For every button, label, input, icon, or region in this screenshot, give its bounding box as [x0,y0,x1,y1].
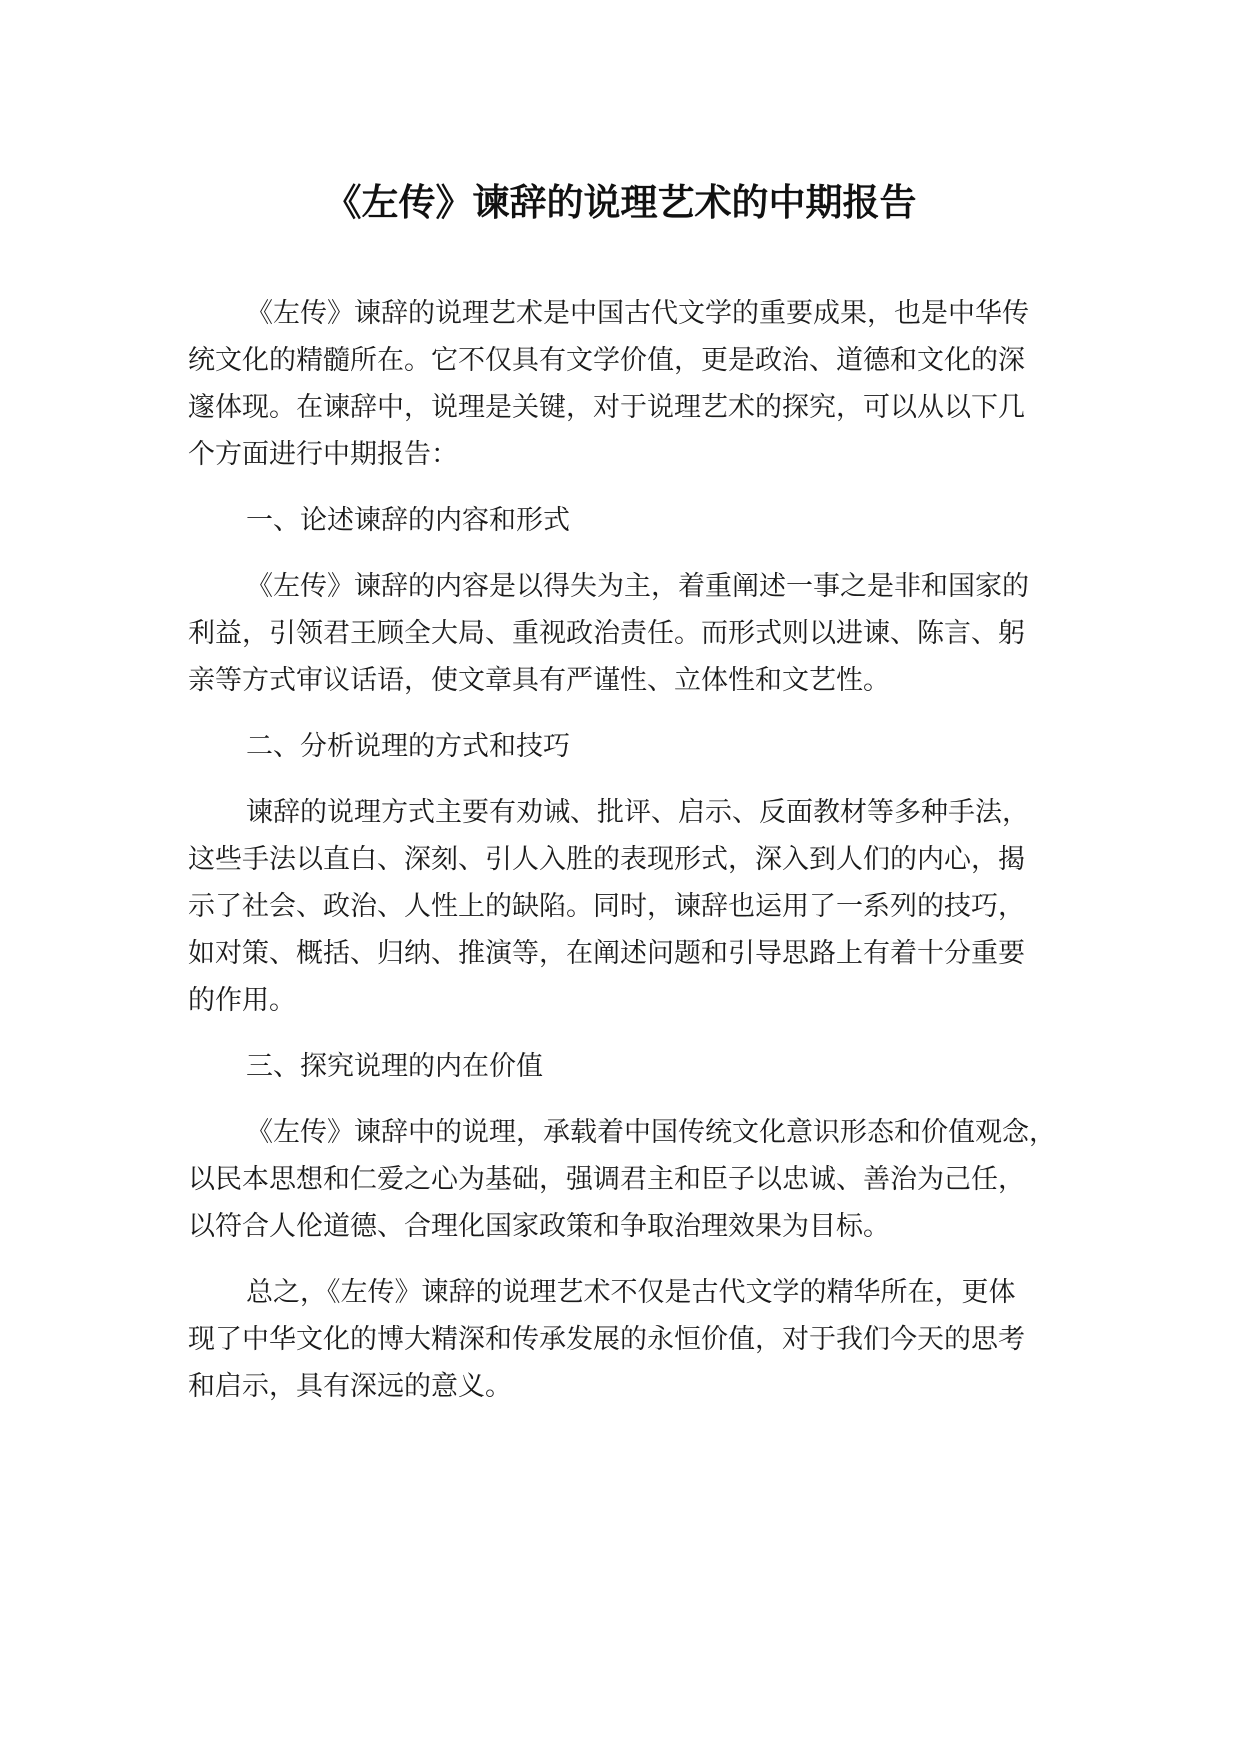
section-heading: 二、分析说理的方式和技巧 [246,731,570,762]
paragraph-line: 个方面进行中期报告： [188,439,458,470]
paragraph-line: 这些手法以直白、深刻、引人入胜的表现形式，深入到人们的内心，揭 [188,844,1025,875]
paragraph-intro [188,290,1088,478]
section-heading: 三、探究说理的内在价值 [246,1051,543,1082]
document-title: 《左传》谏辞的说理艺术的中期报告 [324,181,917,224]
paragraph-line: 利益，引领君王顾全大局、重视政治责任。而形式则以进谏、陈言、躬 [188,618,1025,649]
paragraph-section-2 [188,789,1088,1024]
document-body [188,290,1088,1410]
paragraph-line: 示了社会、政治、人性上的缺陷。同时，谏辞也运用了一系列的技巧， [188,891,1025,922]
section-heading-1 [188,497,1088,544]
paragraph-line: 统文化的精髓所在。它不仅具有文学价值，更是政治、道德和文化的深 [188,345,1025,376]
paragraph-section-1 [188,563,1088,704]
paragraph-line: 邃体现。在谏辞中，说理是关键，对于说理艺术的探究，可以从以下几 [188,392,1025,423]
paragraph-line: 的作用。 [188,985,296,1016]
paragraph-line: 《左传》谏辞的内容是以得失为主，着重阐述一事之是非和国家的 [246,571,1029,602]
paragraph-line: 谏辞的说理方式主要有劝诫、批评、启示、反面教材等多种手法， [246,797,1029,828]
paragraph-line: 以民本思想和仁爱之心为基础，强调君主和臣子以忠诚、善治为己任， [188,1164,1025,1195]
section-heading: 一、论述谏辞的内容和形式 [246,505,570,536]
paragraph-section-3 [188,1109,1088,1250]
paragraph-line: 现了中华文化的博大精深和传承发展的永恒价值，对于我们今天的思考 [188,1324,1025,1355]
paragraph-line: 总之，《左传》谏辞的说理艺术不仅是古代文学的精华所在，更体 [246,1277,1016,1308]
paragraph-conclusion [188,1269,1088,1410]
section-heading-3 [188,1043,1088,1090]
paragraph-line: 以符合人伦道德、合理化国家政策和争取治理效果为目标。 [188,1211,890,1242]
paragraph-line: 亲等方式审议话语，使文章具有严谨性、立体性和文艺性。 [188,665,890,696]
paragraph-line: 《左传》谏辞的说理艺术是中国古代文学的重要成果，也是中华传 [246,298,1029,329]
paragraph-line: 和启示，具有深远的意义。 [188,1371,512,1402]
paragraph-line: 《左传》谏辞中的说理，承载着中国传统文化意识形态和价值观念， [246,1117,1056,1148]
section-heading-2 [188,723,1088,770]
paragraph-line: 如对策、概括、归纳、推演等，在阐述问题和引导思路上有着十分重要 [188,938,1025,969]
